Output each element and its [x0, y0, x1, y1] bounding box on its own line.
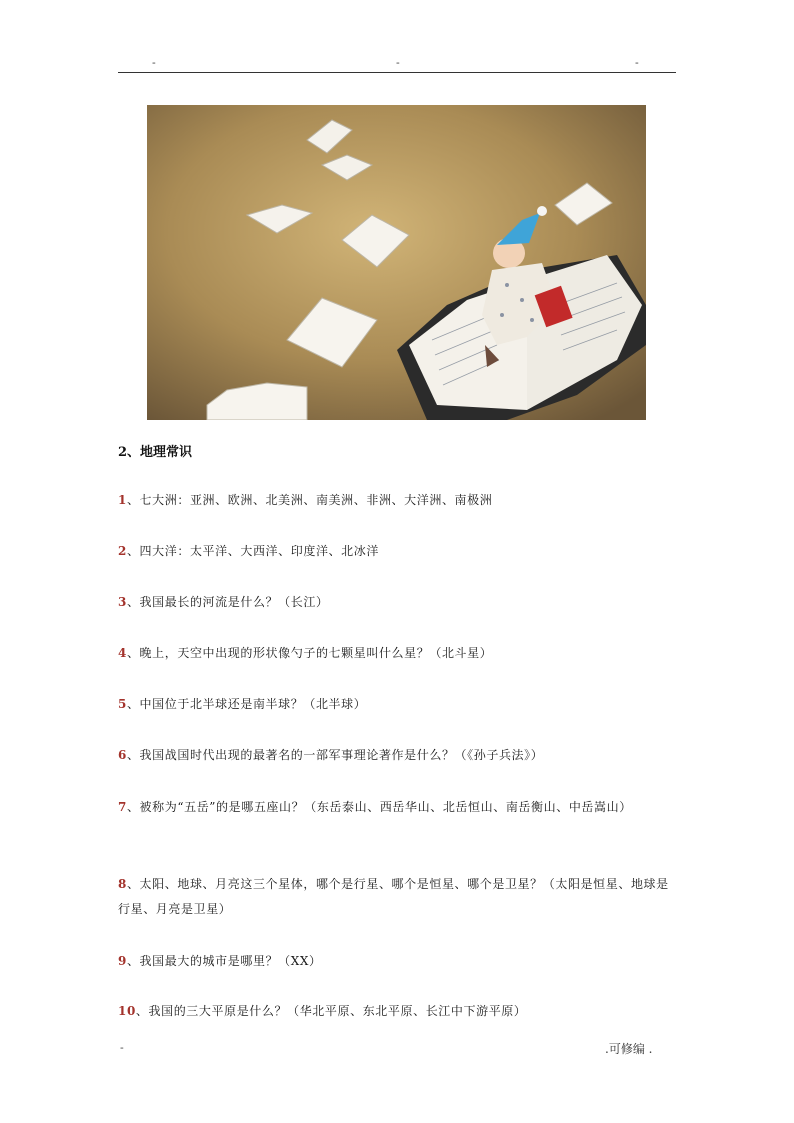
item-text: 、四大洋：太平洋、大西洋、印度洋、北冰洋 — [126, 544, 379, 558]
item-text: 、七大洲：亚洲、欧洲、北美洲、南美洲、非洲、大洋洲、南极洲 — [126, 493, 493, 507]
item-text: 、我国最长的河流是什么？（长江） — [126, 595, 329, 609]
item-number: 7 — [118, 800, 127, 814]
item-text: 、晚上，天空中出现的形状像勺子的七颗星叫什么星？（北斗星） — [126, 646, 493, 660]
qa-item — [118, 692, 678, 717]
item-number: 8 — [118, 877, 127, 891]
qa-item — [118, 872, 678, 922]
qa-item — [118, 949, 678, 974]
item-text: 、被称为“五岳”的是哪五座山？（东岳泰山、西岳华山、北岳恒山、南岳衡山、中岳嵩山） — [126, 800, 632, 814]
qa-item — [118, 539, 678, 564]
item-number: 9 — [118, 954, 127, 968]
item-text: 、我国战国时代出现的最著名的一部军事理论著作是什么？（《孙子兵法》） — [126, 748, 544, 762]
item-number: 6 — [118, 748, 127, 762]
item-number: 1 — [118, 493, 127, 507]
section-title: 2、地理常识 — [118, 445, 193, 460]
header-mark-left: - — [152, 56, 156, 69]
qa-item — [118, 488, 678, 513]
qa-item — [118, 743, 678, 768]
item-number: 5 — [118, 697, 127, 711]
footer-mark-left: - — [120, 1041, 124, 1054]
qa-item — [118, 999, 678, 1024]
item-text: 、我国的三大平原是什么？（华北平原、东北平原、长江中下游平原） — [135, 1004, 527, 1018]
item-number: 3 — [118, 595, 127, 609]
qa-item — [118, 590, 678, 615]
item-text: 、太阳、地球、月亮这三个星体，哪个是行星、哪个是恒星、哪个是卫星？（太阳是恒星、地球是行星、月亮是卫星） — [118, 877, 669, 916]
item-number: 2 — [118, 544, 127, 558]
qa-item — [118, 795, 678, 820]
header-mark-center: - — [396, 56, 400, 69]
header-mark-right: - — [635, 56, 639, 69]
baby-books-photo — [147, 105, 646, 420]
footer-editable-note: .可修编 . — [605, 1042, 653, 1056]
item-number: 10 — [118, 1004, 136, 1018]
qa-item — [118, 641, 678, 666]
page-header — [118, 56, 676, 73]
item-number: 4 — [118, 646, 127, 660]
item-text: 、中国位于北半球还是南半球？（北半球） — [126, 697, 367, 711]
item-text: 、我国最大的城市是哪里？（XX） — [126, 954, 322, 968]
